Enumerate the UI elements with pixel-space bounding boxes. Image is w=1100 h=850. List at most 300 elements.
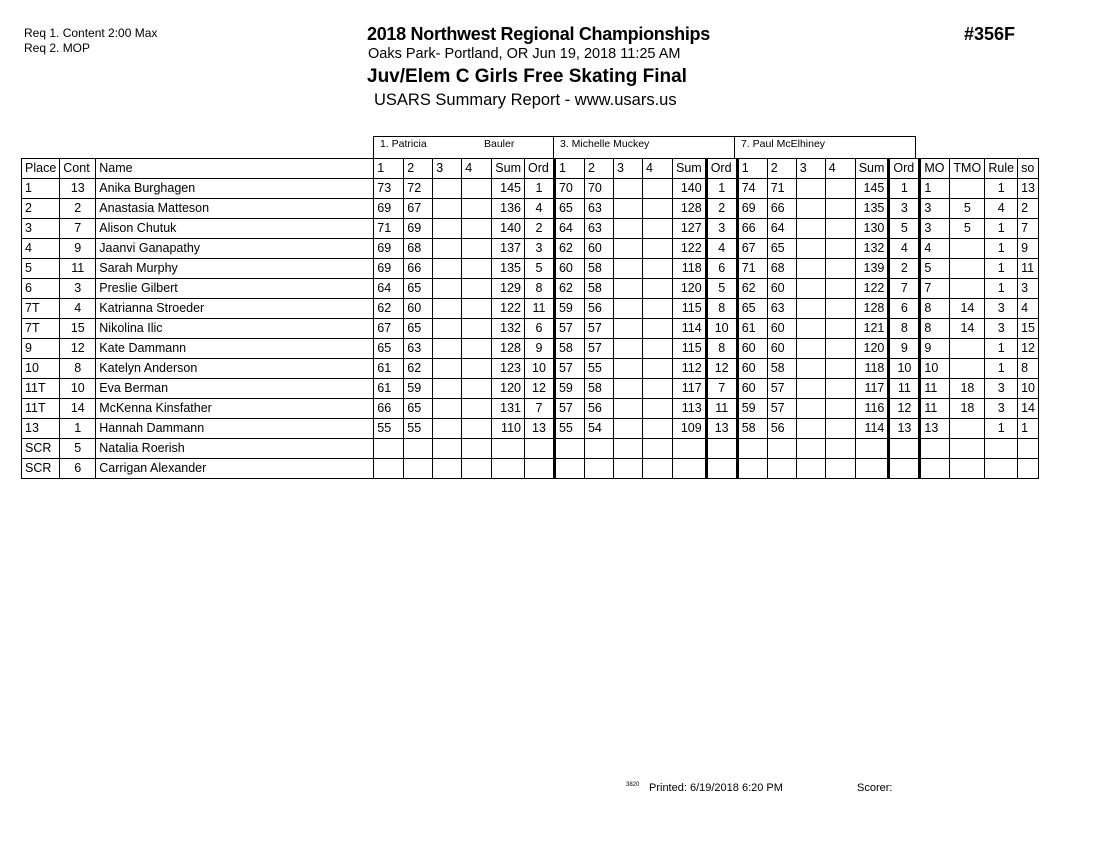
judge-2-score-3-cell xyxy=(613,199,642,219)
judge-1-score-3-cell xyxy=(433,399,462,419)
place-cell: 11T xyxy=(22,399,60,419)
judge-2-score-4-cell xyxy=(642,459,672,479)
judge-2-score-2-cell: 54 xyxy=(584,419,613,439)
rule-cell xyxy=(985,439,1018,459)
judge-1-ordinal-cell: 7 xyxy=(524,399,554,419)
judge-2-ordinal-cell: 8 xyxy=(706,339,737,359)
judge-2-score-4-cell xyxy=(642,179,672,199)
rule-cell: 1 xyxy=(985,219,1018,239)
judge-3-score-2-cell xyxy=(767,459,796,479)
printed-timestamp: Printed: 6/19/2018 6:20 PM xyxy=(649,782,783,794)
col-j1-1: 1 xyxy=(374,159,404,179)
judge-3-sum-cell: 128 xyxy=(855,299,889,319)
contestant-number-cell: 4 xyxy=(60,299,96,319)
judge-2-ordinal-cell: 4 xyxy=(706,239,737,259)
judge-1-score-3-cell xyxy=(433,339,462,359)
judge-3-score-4-cell xyxy=(825,179,855,199)
judge-2-ordinal-cell: 11 xyxy=(706,399,737,419)
judge-1-score-3-cell xyxy=(433,419,462,439)
col-cont: Cont xyxy=(60,159,96,179)
skater-name-cell: Alison Chutuk xyxy=(96,219,374,239)
judge-1-score-2-cell: 65 xyxy=(404,319,433,339)
table-row xyxy=(22,419,1039,439)
judge-1-ordinal-cell: 4 xyxy=(524,199,554,219)
judge-1-score-1-cell: 66 xyxy=(374,399,404,419)
judge-2-score-1-cell xyxy=(554,459,584,479)
so-cell: 8 xyxy=(1018,359,1039,379)
place-cell: 10 xyxy=(22,359,60,379)
table-row xyxy=(22,219,1039,239)
col-j3-ord: Ord xyxy=(889,159,920,179)
judge-1-ordinal-cell xyxy=(524,459,554,479)
judge-3-score-4-cell xyxy=(825,359,855,379)
judge-1-ordinal-cell: 11 xyxy=(524,299,554,319)
judge-1-score-2-cell: 69 xyxy=(404,219,433,239)
skater-name-cell: Anika Burghagen xyxy=(96,179,374,199)
contestant-number-cell: 2 xyxy=(60,199,96,219)
col-j1-3: 3 xyxy=(433,159,462,179)
judge-1-score-1-cell: 73 xyxy=(374,179,404,199)
so-cell: 10 xyxy=(1018,379,1039,399)
judge-2-sum-cell: 140 xyxy=(672,179,706,199)
judge-2-score-2-cell: 58 xyxy=(584,279,613,299)
judge-3-score-3-cell xyxy=(796,459,825,479)
judge-3-ordinal-cell: 2 xyxy=(889,259,920,279)
mo-cell: 10 xyxy=(920,359,950,379)
judge-3-score-1-cell: 60 xyxy=(737,359,767,379)
judge-2-score-4-cell xyxy=(642,399,672,419)
judge-1-score-3-cell xyxy=(433,439,462,459)
judge-2-score-1-cell: 57 xyxy=(554,399,584,419)
col-name: Name xyxy=(96,159,374,179)
judge-1-ordinal-cell: 10 xyxy=(524,359,554,379)
judge-3-score-4-cell xyxy=(825,459,855,479)
col-j2-sum: Sum xyxy=(672,159,706,179)
rule-cell: 1 xyxy=(985,259,1018,279)
judge-3-score-1-cell: 59 xyxy=(737,399,767,419)
mo-cell: 13 xyxy=(920,419,950,439)
judge-2-sum-cell: 118 xyxy=(672,259,706,279)
judge-2-sum-cell: 115 xyxy=(672,339,706,359)
so-cell: 11 xyxy=(1018,259,1039,279)
table-row xyxy=(22,199,1039,219)
judge-1-score-3-cell xyxy=(433,299,462,319)
judge-2-ordinal-cell xyxy=(706,439,737,459)
place-cell: 4 xyxy=(22,239,60,259)
judge-1-ordinal-cell: 12 xyxy=(524,379,554,399)
tmo-cell: 18 xyxy=(950,379,985,399)
judge-1-score-4-cell xyxy=(462,419,492,439)
judge-2-score-2-cell: 56 xyxy=(584,399,613,419)
judge-2-score-3-cell xyxy=(613,179,642,199)
judge-1-ordinal-cell: 3 xyxy=(524,239,554,259)
mo-cell xyxy=(920,439,950,459)
judge-2-score-2-cell: 63 xyxy=(584,219,613,239)
contestant-number-cell: 12 xyxy=(60,339,96,359)
judge-1-sum-cell xyxy=(492,459,525,479)
judge-1-ordinal-cell: 2 xyxy=(524,219,554,239)
skater-name-cell: Kate Dammann xyxy=(96,339,374,359)
judge-2-sum-cell: 109 xyxy=(672,419,706,439)
judge-3-score-3-cell xyxy=(796,299,825,319)
judge-1-score-1-cell: 69 xyxy=(374,199,404,219)
results-body xyxy=(22,179,1039,479)
judge-3-sum-cell: 116 xyxy=(855,399,889,419)
judge-1-score-1-cell xyxy=(374,459,404,479)
judge-3-name: 7. Paul McElhiney xyxy=(741,138,826,150)
judge-3-score-4-cell xyxy=(825,299,855,319)
judge-2-score-4-cell xyxy=(642,359,672,379)
rule-cell xyxy=(985,459,1018,479)
judge-1-score-1-cell: 69 xyxy=(374,239,404,259)
judge-3-score-4-cell xyxy=(825,419,855,439)
judge-2-score-3-cell xyxy=(613,299,642,319)
judge-1-sum-cell: 136 xyxy=(492,199,525,219)
judge-3-score-4-cell xyxy=(825,339,855,359)
judge-3-score-4-cell xyxy=(825,259,855,279)
col-j1-4: 4 xyxy=(462,159,492,179)
judge-3-score-2-cell: 60 xyxy=(767,319,796,339)
judge-3-score-2-cell: 60 xyxy=(767,339,796,359)
judge-1-score-1-cell: 71 xyxy=(374,219,404,239)
judge-3-ordinal-cell: 4 xyxy=(889,239,920,259)
judge-3-score-2-cell xyxy=(767,439,796,459)
judge-3-sum-cell: 139 xyxy=(855,259,889,279)
so-cell: 14 xyxy=(1018,399,1039,419)
tmo-cell: 18 xyxy=(950,399,985,419)
col-j1-ord: Ord xyxy=(524,159,554,179)
judge-1-score-4-cell xyxy=(462,199,492,219)
judge-3-ordinal-cell: 7 xyxy=(889,279,920,299)
so-cell: 4 xyxy=(1018,299,1039,319)
judge-3-score-1-cell: 62 xyxy=(737,279,767,299)
table-row xyxy=(22,239,1039,259)
table-row xyxy=(22,319,1039,339)
event-number: #356F xyxy=(964,24,1016,44)
judge-1-score-4-cell xyxy=(462,179,492,199)
tmo-cell: 14 xyxy=(950,319,985,339)
judge-3-score-3-cell xyxy=(796,319,825,339)
judge-1-sum-cell: 122 xyxy=(492,299,525,319)
col-rule: Rule xyxy=(985,159,1018,179)
judge-3-score-2-cell: 57 xyxy=(767,399,796,419)
judge-1-score-3-cell xyxy=(433,179,462,199)
contestant-number-cell: 5 xyxy=(60,439,96,459)
event-name: Juv/Elem C Girls Free Skating Final xyxy=(367,66,687,87)
rule-cell: 3 xyxy=(985,319,1018,339)
rule-cell: 4 xyxy=(985,199,1018,219)
skater-name-cell: Carrigan Alexander xyxy=(96,459,374,479)
judge-3-score-4-cell xyxy=(825,219,855,239)
col-j3-2: 2 xyxy=(767,159,796,179)
col-j3-4: 4 xyxy=(825,159,855,179)
judge-2-ordinal-cell: 5 xyxy=(706,279,737,299)
judge-2-score-3-cell xyxy=(613,399,642,419)
page-title: 2018 Northwest Regional Championships xyxy=(367,24,710,44)
judge-3-score-1-cell: 60 xyxy=(737,379,767,399)
mo-cell: 3 xyxy=(920,199,950,219)
judge-2-score-4-cell xyxy=(642,199,672,219)
so-cell: 12 xyxy=(1018,339,1039,359)
judge-3-score-1-cell: 71 xyxy=(737,259,767,279)
judge-2-score-1-cell: 59 xyxy=(554,299,584,319)
judge-1-score-4-cell xyxy=(462,219,492,239)
judge-2-score-2-cell xyxy=(584,439,613,459)
judge-1-score-2-cell: 65 xyxy=(404,279,433,299)
judge-1-ordinal-cell: 9 xyxy=(524,339,554,359)
judge-3-sum-cell xyxy=(855,459,889,479)
rule-cell: 1 xyxy=(985,179,1018,199)
judge-3-score-1-cell: 61 xyxy=(737,319,767,339)
judge-2-ordinal-cell: 1 xyxy=(706,179,737,199)
judge-3-score-2-cell: 64 xyxy=(767,219,796,239)
tmo-cell xyxy=(950,179,985,199)
skater-name-cell: Nikolina Ilic xyxy=(96,319,374,339)
place-cell: 3 xyxy=(22,219,60,239)
table-row xyxy=(22,439,1039,459)
place-cell: 7T xyxy=(22,319,60,339)
place-cell: SCR xyxy=(22,439,60,459)
mo-cell: 7 xyxy=(920,279,950,299)
judge-3-sum-cell xyxy=(855,439,889,459)
table-row xyxy=(22,259,1039,279)
col-j2-4: 4 xyxy=(642,159,672,179)
table-header-row xyxy=(22,159,1039,179)
judge-3-score-2-cell: 57 xyxy=(767,379,796,399)
judge-2-ordinal-cell: 10 xyxy=(706,319,737,339)
judge-3-sum-cell: 120 xyxy=(855,339,889,359)
table-row xyxy=(22,379,1039,399)
tmo-cell xyxy=(950,359,985,379)
judge-2-ordinal-cell: 7 xyxy=(706,379,737,399)
so-cell: 3 xyxy=(1018,279,1039,299)
judge-2-score-4-cell xyxy=(642,379,672,399)
judge-1-sum-cell: 123 xyxy=(492,359,525,379)
judge-2-score-2-cell: 58 xyxy=(584,259,613,279)
judge-3-sum-cell: 130 xyxy=(855,219,889,239)
table-row xyxy=(22,179,1039,199)
judge-2-sum-cell: 120 xyxy=(672,279,706,299)
judge-1-sum-cell: 110 xyxy=(492,419,525,439)
judge-3-score-4-cell xyxy=(825,239,855,259)
judge-2-score-1-cell: 62 xyxy=(554,239,584,259)
mo-cell: 8 xyxy=(920,299,950,319)
place-cell: 11T xyxy=(22,379,60,399)
rule-cell: 1 xyxy=(985,359,1018,379)
judge-2-score-4-cell xyxy=(642,339,672,359)
judge-2-score-4-cell xyxy=(642,439,672,459)
so-cell: 1 xyxy=(1018,419,1039,439)
judge-3-score-2-cell: 71 xyxy=(767,179,796,199)
judge-2-score-3-cell xyxy=(613,459,642,479)
judge-1-score-1-cell: 61 xyxy=(374,359,404,379)
col-j2-ord: Ord xyxy=(706,159,737,179)
judge-3-score-3-cell xyxy=(796,239,825,259)
judge-1-score-3-cell xyxy=(433,379,462,399)
judge-2-score-3-cell xyxy=(613,419,642,439)
col-j2-2: 2 xyxy=(584,159,613,179)
judge-2-ordinal-cell: 3 xyxy=(706,219,737,239)
judge-1-score-4-cell xyxy=(462,259,492,279)
judge-3-score-2-cell: 58 xyxy=(767,359,796,379)
judge-3-score-2-cell: 60 xyxy=(767,279,796,299)
so-cell xyxy=(1018,459,1039,479)
judge-3-score-4-cell xyxy=(825,439,855,459)
place-cell: 7T xyxy=(22,299,60,319)
skater-name-cell: Natalia Roerish xyxy=(96,439,374,459)
judge-3-score-1-cell: 67 xyxy=(737,239,767,259)
judge-2-score-4-cell xyxy=(642,279,672,299)
place-cell: 9 xyxy=(22,339,60,359)
judge-1-score-4-cell xyxy=(462,439,492,459)
judge-2-sum-cell: 113 xyxy=(672,399,706,419)
judge-2-ordinal-cell: 2 xyxy=(706,199,737,219)
judge-3-score-2-cell: 56 xyxy=(767,419,796,439)
rule-cell: 3 xyxy=(985,299,1018,319)
judge-1-sum-cell xyxy=(492,439,525,459)
judge-1-score-2-cell: 67 xyxy=(404,199,433,219)
judge-2-ordinal-cell xyxy=(706,459,737,479)
judge-2-score-2-cell: 56 xyxy=(584,299,613,319)
judge-3-ordinal-cell: 1 xyxy=(889,179,920,199)
contestant-number-cell: 15 xyxy=(60,319,96,339)
judge-3-ordinal-cell: 11 xyxy=(889,379,920,399)
skater-name-cell: Hannah Dammann xyxy=(96,419,374,439)
judge-1-score-2-cell xyxy=(404,439,433,459)
report-name: USARS Summary Report - www.usars.us xyxy=(374,91,677,109)
judge-3-score-3-cell xyxy=(796,419,825,439)
judge-2-score-1-cell: 64 xyxy=(554,219,584,239)
judge-3-sum-cell: 132 xyxy=(855,239,889,259)
judge-2-score-4-cell xyxy=(642,219,672,239)
judge-1-last: Bauler xyxy=(484,138,515,150)
judge-2-score-2-cell: 58 xyxy=(584,379,613,399)
judge-2-score-3-cell xyxy=(613,379,642,399)
mo-cell: 5 xyxy=(920,259,950,279)
judge-2-score-4-cell xyxy=(642,319,672,339)
judge-3-score-1-cell xyxy=(737,439,767,459)
judge-2-score-2-cell: 63 xyxy=(584,199,613,219)
tmo-cell xyxy=(950,419,985,439)
judge-2-score-1-cell xyxy=(554,439,584,459)
rule-cell: 1 xyxy=(985,279,1018,299)
judge-1-score-3-cell xyxy=(433,279,462,299)
contestant-number-cell: 3 xyxy=(60,279,96,299)
judge-1-ordinal-cell: 1 xyxy=(524,179,554,199)
skater-name-cell: Jaanvi Ganapathy xyxy=(96,239,374,259)
rule-cell: 3 xyxy=(985,399,1018,419)
mo-cell: 11 xyxy=(920,379,950,399)
judge-3-score-1-cell: 58 xyxy=(737,419,767,439)
judge-1-score-3-cell xyxy=(433,459,462,479)
judge-3-sum-cell: 122 xyxy=(855,279,889,299)
judge-2-score-2-cell: 55 xyxy=(584,359,613,379)
judge-2-score-2-cell: 60 xyxy=(584,239,613,259)
contestant-number-cell: 6 xyxy=(60,459,96,479)
so-cell: 2 xyxy=(1018,199,1039,219)
col-mo: MO xyxy=(920,159,950,179)
col-j3-sum: Sum xyxy=(855,159,889,179)
col-j2-3: 3 xyxy=(613,159,642,179)
skater-name-cell: Preslie Gilbert xyxy=(96,279,374,299)
judge-2-sum-cell: 114 xyxy=(672,319,706,339)
judge-2-ordinal-cell: 13 xyxy=(706,419,737,439)
judge-1-ordinal-cell: 5 xyxy=(524,259,554,279)
requirement-2: Req 2. MOP xyxy=(24,41,91,55)
col-so: so xyxy=(1018,159,1039,179)
contestant-number-cell: 14 xyxy=(60,399,96,419)
event-location: Oaks Park- Portland, OR Jun 19, 2018 11:25 AM xyxy=(368,46,681,62)
judge-3-score-2-cell: 63 xyxy=(767,299,796,319)
judge-1-score-1-cell: 62 xyxy=(374,299,404,319)
judge-2-sum-cell xyxy=(672,439,706,459)
tmo-cell: 14 xyxy=(950,299,985,319)
rule-cell: 1 xyxy=(985,239,1018,259)
so-cell: 9 xyxy=(1018,239,1039,259)
judge-3-score-4-cell xyxy=(825,279,855,299)
judge-3-ordinal-cell: 8 xyxy=(889,319,920,339)
judge-1-sum-cell: 135 xyxy=(492,259,525,279)
tmo-cell xyxy=(950,439,985,459)
judge-3-score-1-cell xyxy=(737,459,767,479)
judge-2-score-3-cell xyxy=(613,279,642,299)
judge-2-score-3-cell xyxy=(613,219,642,239)
judge-2-score-2-cell: 57 xyxy=(584,339,613,359)
judge-2-score-3-cell xyxy=(613,319,642,339)
judge-1-score-1-cell: 65 xyxy=(374,339,404,359)
tmo-cell: 5 xyxy=(950,199,985,219)
judge-1-sum-cell: 129 xyxy=(492,279,525,299)
place-cell: 13 xyxy=(22,419,60,439)
judge-2-name: 3. Michelle Muckey xyxy=(560,138,650,150)
judge-1-sum-cell: 140 xyxy=(492,219,525,239)
judge-3-score-1-cell: 69 xyxy=(737,199,767,219)
tmo-cell xyxy=(950,239,985,259)
so-cell: 13 xyxy=(1018,179,1039,199)
judge-3-score-3-cell xyxy=(796,439,825,459)
judge-2-score-1-cell: 65 xyxy=(554,199,584,219)
judge-2-score-1-cell: 55 xyxy=(554,419,584,439)
judge-2-score-4-cell xyxy=(642,259,672,279)
mo-cell: 3 xyxy=(920,219,950,239)
judge-header-2 xyxy=(553,136,735,158)
judge-1-sum-cell: 145 xyxy=(492,179,525,199)
skater-name-cell: McKenna Kinsfather xyxy=(96,399,374,419)
judge-2-score-3-cell xyxy=(613,339,642,359)
col-place: Place xyxy=(22,159,60,179)
judge-3-sum-cell: 114 xyxy=(855,419,889,439)
judge-2-score-1-cell: 62 xyxy=(554,279,584,299)
mo-cell: 4 xyxy=(920,239,950,259)
judge-1-sum-cell: 137 xyxy=(492,239,525,259)
judge-3-sum-cell: 135 xyxy=(855,199,889,219)
so-cell: 7 xyxy=(1018,219,1039,239)
judge-3-ordinal-cell: 13 xyxy=(889,419,920,439)
judge-header-3 xyxy=(734,136,916,158)
mo-cell: 1 xyxy=(920,179,950,199)
judge-3-score-3-cell xyxy=(796,279,825,299)
contestant-number-cell: 9 xyxy=(60,239,96,259)
judge-2-sum-cell: 112 xyxy=(672,359,706,379)
contestant-number-cell: 1 xyxy=(60,419,96,439)
skater-name-cell: Eva Berman xyxy=(96,379,374,399)
judge-3-score-3-cell xyxy=(796,339,825,359)
results-table xyxy=(21,158,1039,479)
skater-name-cell: Katrianna Stroeder xyxy=(96,299,374,319)
col-tmo: TMO xyxy=(950,159,985,179)
judge-1-score-4-cell xyxy=(462,359,492,379)
table-row xyxy=(22,399,1039,419)
